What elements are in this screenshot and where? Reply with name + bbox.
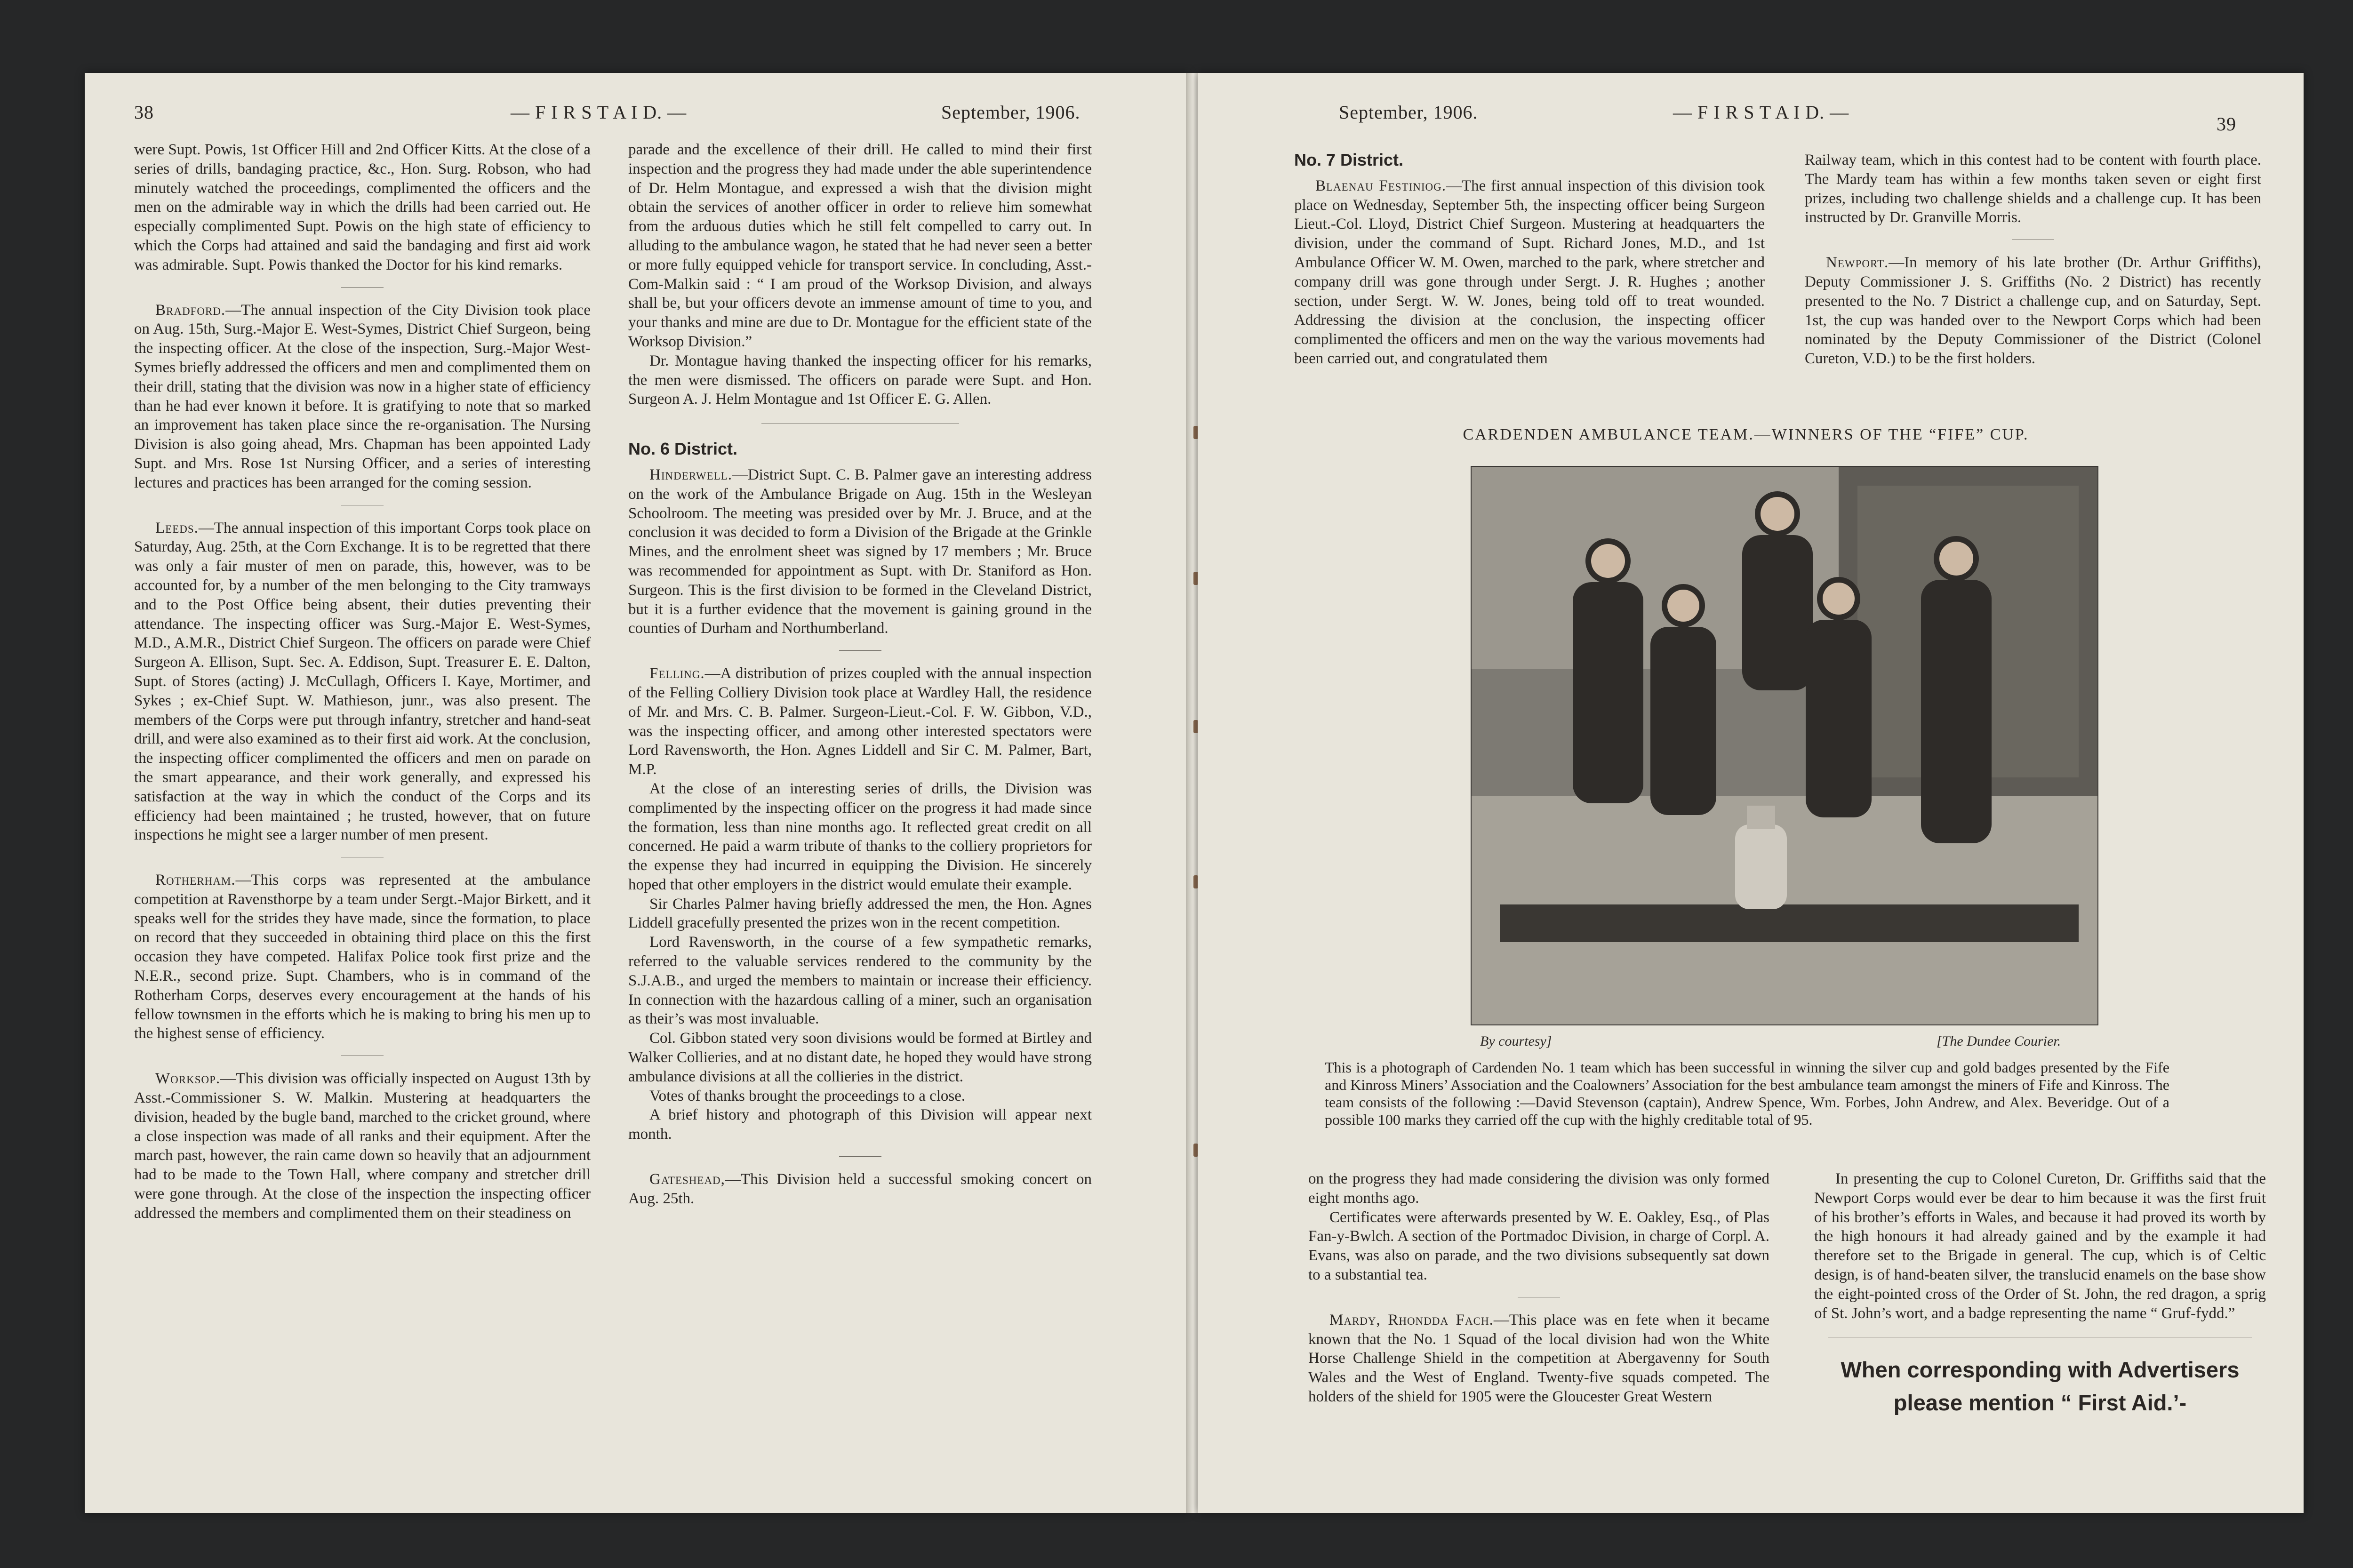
place-name: Mardy, Rhondda Fach. bbox=[1329, 1311, 1494, 1328]
photo-credit-right: [The Dundee Courier. bbox=[1937, 1033, 2061, 1049]
place-name: Newport. bbox=[1826, 254, 1889, 272]
place-name: Felling. bbox=[649, 665, 705, 682]
place-name: Leeds. bbox=[155, 519, 199, 536]
paragraph: on the progress they had made considering the division was only formed eight months ago. bbox=[1308, 1170, 1769, 1207]
paragraph: A brief history and photograph of this Division will appear next month. bbox=[628, 1106, 1092, 1143]
running-title-right: — F I R S T A I D. — bbox=[1673, 102, 1849, 123]
running-date-left: September, 1906. bbox=[941, 102, 1080, 123]
right-column-2-bottom bbox=[1814, 1169, 2266, 1419]
rotherham-item: Rotherham.—This corps was represented at the ambulance competition at Ravensthorpe by a team under Sergt.-Major Birkett, and it speaks well for the strides they have made, since the formation, to place on record that they succeeded in obtaining third place on this the first occasion they have competed. Halifax Police took first prize and the N.E.R., second prize. Supt. Chambers, who is in command of the Rotherham Corps, deserves every encouragement at the hands of his fellow townsmen in the efforts which he is making to bring his men up to the highest sense of efficiency. bbox=[134, 872, 591, 1042]
photo-caption: This is a photograph of Cardenden No. 1 team which has been successful in winning the silver cup and gold badges presented by the Fife and Kinross Miners’ Association and the Coalowners’ Association for the best ambulance team amongst the miners of Fife and Kinross. The team consists of the following :—David Stevenson (captain), Andrew Spence, Wm. Forbes, John Andrew, and Alex. Beveridge. Out of a possible 100 marks they carried off the cup with the highly creditable total of 95. bbox=[1325, 1059, 2169, 1128]
running-title-left: — F I R S T A I D. — bbox=[511, 102, 687, 123]
left-column-2 bbox=[628, 140, 1092, 1208]
paragraph: Lord Ravensworth, in the course of a few sympathetic remarks, referred to the valuable services rendered to the community by the S.J.A.B., and urged the members to maintain or increase their efficiency. In connection with the hazardous calling of a miner, such an organisation as their’s was most invaluable. bbox=[628, 934, 1092, 1028]
left-column-1 bbox=[134, 140, 591, 1223]
worksop-item: Worksop.—This division was officially inspected on August 13th by Asst.-Commissioner S. W. Malkin. Mustering at headquarters the division, headed by the bugle band, marched to the cricket ground, where a close inspection was made of all ranks and their equipment. After the march past, however, the rain came down so heavily that an adjournment had to be made to the Town Hall, where company and stretcher drill were gone through. At the close of the inspection the inspecting officer addressed the members and complimented them on their steadiness on bbox=[134, 1070, 591, 1222]
paragraph: Dr. Montague having thanked the inspecting officer for his remarks, the men were dismissed. The officers on parade were Supt. and Hon. Surgeon A. J. Helm Montague and 1st Officer E. G. Allen. bbox=[628, 352, 1092, 408]
paragraph: At the close of an interesting series of drills, the Division was complimented by the inspecting officer on the progress it had made since the formation, less than nine months ago. It reflected great credit on all concerned. He paid a warm tribute of thanks to the colliery proprietors for the expense they had incurred in equipping the Division. He sincerely hoped that other employers in the district would emulate their example. bbox=[628, 780, 1092, 893]
advert-line: please mention “ First Aid.’- bbox=[1893, 1390, 2187, 1416]
page-number-left: 38 bbox=[134, 102, 154, 123]
place-name: Blaenau Festiniog. bbox=[1315, 177, 1447, 194]
section-divider bbox=[341, 287, 384, 288]
running-date-right: September, 1906. bbox=[1339, 102, 1478, 123]
place-name: Worksop. bbox=[155, 1070, 221, 1088]
section-divider bbox=[761, 423, 959, 424]
district-heading: No. 6 District. bbox=[628, 439, 738, 459]
advert-line: When corresponding with Advertisers bbox=[1841, 1357, 2240, 1383]
photograph-illustration bbox=[1472, 467, 2097, 1024]
gateshead-item: Gateshead,—This Division held a successful smoking concert on Aug. 25th. bbox=[628, 1171, 1092, 1207]
right-column-2-top bbox=[1805, 151, 2261, 368]
photo-credit-left: By courtesy] bbox=[1480, 1033, 1552, 1049]
paragraph: In presenting the cup to Colonel Cureton, Dr. Griffiths said that the Newport Corps would ever be dear to him because it was the first fruit of his brother’s efforts in Wales, and because it had proved its worth by the high honours it had already gained and by the example it had therefore set to the Brigade in general. The cup, which is of Celtic design, is of hand-beaten silver, the translucid enamels on the base show the eight-pointed cross of the Order of St. John, the red dragon, a sprig of St. John’s wort, and a badge representing the name “ Gruf-fydd.” bbox=[1814, 1170, 2266, 1322]
felling-item: Felling.—A distribution of prizes coupled with the annual inspection of the Felling Colliery Division took place at Wardley Hall, the residence of Mr. and Mrs. C. B. Palmer. Surgeon-Lieut.-Col. F. W. Gibbon, V.D., was the inspecting officer, and among other interested spectators were Lord Ravensworth, the Hon. Agnes Liddell and Sir C. M. Palmer, Bart, M.P. bbox=[628, 665, 1092, 778]
blaenau-festiniog-item: Blaenau Festiniog.—The first annual inspection of this division took place on Wednesday, September 5th, the inspecting officer being Surgeon Lieut.-Col. Lloyd, District Chief Surgeon. Mustering at headquarters the division, under the command of Supt. Richard Jones, M.D., and 1st Ambulance Officer W. M. Owen, marched to the park, where stretcher and company drill was gone through under Sergt. J. R. Hughes ; another section, under Sergt. W. W. Jones, being told off to treat wounded. Addressing the division at the conclusion, the inspecting officer complimented the officers and men on the way the various movements had been carried out, and congratulated them bbox=[1294, 177, 1765, 367]
place-name: Rotherham. bbox=[155, 872, 236, 889]
team-photograph bbox=[1471, 466, 2098, 1025]
newport-item: Newport.—In memory of his late brother (Dr. Arthur Griffiths), Deputy Commissioner J. S. Griffiths (No. 2 District) has recently presented to the No. 7 District a challenge cup, and on Saturday, Sept. 1st, the cup was handed over to the Newport Corps which had been nominated by the Deputy Commissioner of the District (Colonel Cureton, V.D.) to be the first holders. bbox=[1805, 254, 2261, 368]
paragraph: Railway team, which in this contest had to be content with fourth place. The Mardy team has within a few months taken seven or eight first prizes, including two challenge shields and a challenge cup. It has been instructed by Dr. Granville Morris. bbox=[1805, 152, 2261, 226]
paragraph: Votes of thanks brought the proceedings to a close. bbox=[649, 1087, 966, 1104]
leeds-item: Leeds.—The annual inspection of this important Corps took place on Saturday, Aug. 25th, at the Corn Exchange. It is to be regretted that there was only a fair muster of men on parade, this, however, was to be accounted for, by a number of the men belonging to the City tramways and to the Post Office being absent, their duties preventing their attendance. The inspecting officer was Surg.-Major E. West-Symes, M.D., A.M.R., District Chief Surgeon. The officers on parade were Chief Surgeon A. Ellison, Supt. Sec. A. Eddison, Supt. Treasurer E. E. Dalton, Supt. of Stores (acting) J. McCullagh, Officers I. Kaye, Mortimer, and Sykes ; ex-Chief Supt. W. Mathieson, junr., was also present. The members of the Corps were put through infantry, stretcher and hand-seat drill, and were also examined as to their first aid work. At the conclusion, the inspecting officer complimented the officers and men on parade on the smart appearance, and their work generally, and expressed his satisfaction at the way in which the conduct of the Corps and its efficiency had been maintained ; he trusted, however, that on future inspections he might see a larger number of men present. bbox=[134, 519, 591, 844]
paragraph: were Supt. Powis, 1st Officer Hill and 2nd Officer Kitts. At the close of a series of drills, bandaging practice, &c., Hon. Surg. Robson, who had minutely watched the proceedings, complimented the officers and the men on the admirable way in which the drills had been carried out. He especially complimented Supt. Powis on the high state of efficiency to which the Corps had attained and said the bandaging and first aid work was admirable. Supt. Powis thanked the Doctor for his kind remarks. bbox=[134, 141, 591, 273]
place-name: Gateshead, bbox=[649, 1171, 725, 1188]
place-name: Hinderwell. bbox=[649, 466, 732, 483]
right-column-1-top bbox=[1294, 151, 1765, 368]
page-number-right: 39 bbox=[2217, 113, 2236, 135]
right-column-1-bottom bbox=[1308, 1169, 1769, 1407]
paragraph: parade and the excellence of their drill. He called to mind their first inspection and the progress they had made under the able superintendence of Dr. Helm Montague, and expressed a wish that the division might obtain the services of another officer in order to relieve him somewhat from the arduous duties which he still felt compelled to carry out. In alluding to the ambulance wagon, he stated that he had never seen a better or more fully equipped vehicle for transport service. In concluding, Asst.-Com-Malkin said : “ I am proud of the Worksop Division, and always shall be, but your officers devote an immense amount of time to you, and your thanks and mine are due to Dr. Montague for the efficient state of the Worksop Division.” bbox=[628, 141, 1092, 350]
photo-title: CARDENDEN AMBULANCE TEAM.—WINNERS OF THE “FIFE” CUP. bbox=[1463, 426, 2029, 443]
hinderwell-item: Hinderwell.—District Supt. C. B. Palmer gave an interesting address on the work of the Ambulance Brigade on Aug. 15th in the Wesleyan Schoolroom. The meeting was presided over by Mr. J. Bruce, and at the conclusion it was decided to form a Division of the Brigade at the Grinkle Mines, and the enrolment sheet was signed by 17 members ; Mr. Bruce was recommended for appointment as Supt. with Dr. Staniford as Hon. Surgeon. This is the first division to be formed in the Cleveland District, but it is a further evidence that the movement is gaining ground in the counties of Durham and Northumberland. bbox=[628, 466, 1092, 637]
section-divider bbox=[839, 650, 881, 651]
paragraph: Col. Gibbon stated very soon divisions would be formed at Birtley and Walker Collieries, and at no distant date, he hoped they would have strong ambulance divisions at all the collieries in the district. bbox=[628, 1030, 1092, 1085]
section-divider bbox=[839, 1156, 881, 1157]
district-heading: No. 7 District. bbox=[1294, 150, 1404, 169]
paragraph: Certificates were afterwards presented by W. E. Oakley, Esq., of Plas Fan-y-Bwlch. A section of the Portmadoc Division, in charge of Corpl. A. Evans, was also on parade, and the two divisions subsequently sat down to a substantial tea. bbox=[1308, 1208, 1769, 1283]
paragraph: Sir Charles Palmer having briefly addressed the men, the Hon. Agnes Liddell gracefully presented the prizes won in the recent competition. bbox=[628, 895, 1092, 932]
bradford-item: Bradford.—The annual inspection of the City Division took place on Aug. 15th, Surg.-Major E. West-Symes, District Chief Surgeon, being the inspecting officer. At the close of the inspection, Surg.-Major West-Symes briefly addressed the officers and men and complimented them on their drill, stating that the division was now in a higher state of efficiency than he had ever known it before. It is gratifying to note that so marked an improvement has taken place since the re-organisation. The Nursing Division is also going ahead, Mrs. Chapman has been appointed Lady Supt. and Mrs. Rose 1st Nursing Officer, and a series of interesting lectures and practices has been arranged for the coming session. bbox=[134, 301, 591, 491]
place-name: Bradford. bbox=[155, 301, 226, 319]
mardy-item: Mardy, Rhondda Fach.—This place was en fete when it became known that the No. 1 Squad of the local division had won the White Horse Challenge Shield in the competition at Abergavenny for South Wales and the West of England. Twenty-five squads competed. The holders of the shield for 1905 were the Gloucester Great Western bbox=[1308, 1311, 1769, 1405]
advertisement-notice bbox=[1814, 1353, 2266, 1419]
